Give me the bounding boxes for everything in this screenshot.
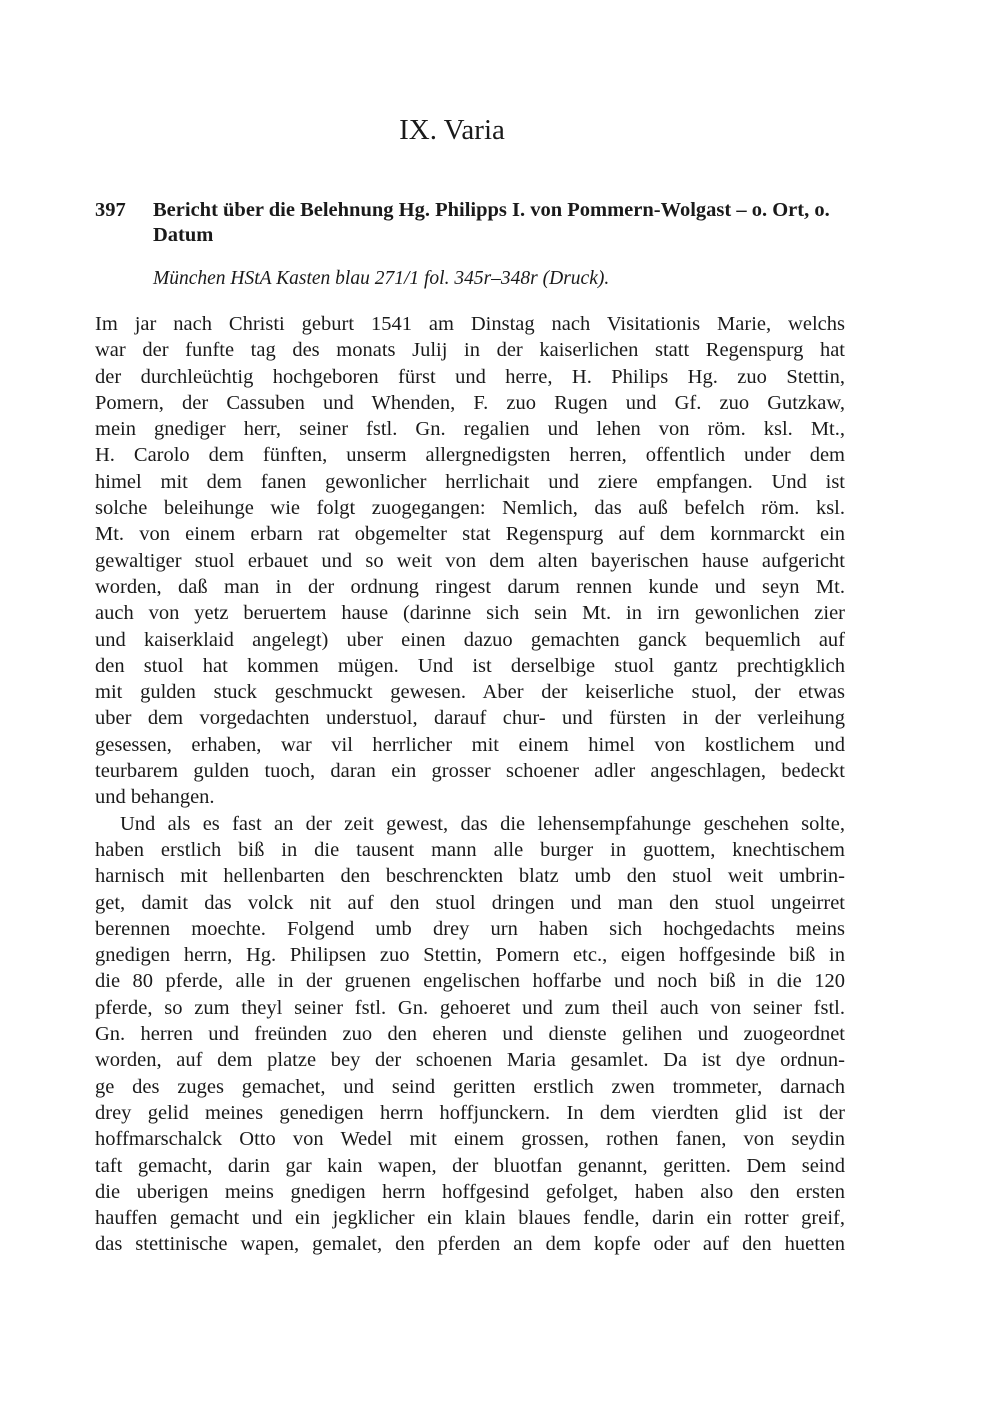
chapter-title: IX. Varia: [399, 114, 505, 146]
text-line: gesessen, erhaben, war vil herrlicher mit einem himel von kostlichem und: [95, 733, 845, 756]
text-line: get, damit das volck nit auf den stuol dringen und man den stuol ungeirret: [95, 891, 845, 914]
text-line: war der funfte tag des monats Julij in der kaiserlichen statt Regenspurg hat: [95, 339, 845, 362]
text-line: taft gemacht, darin gar kain wapen, der bluotfan genannt, geritten. Dem seind: [95, 1154, 845, 1177]
text-line: himel mit dem fanen gewonlicher herrlichait und ziere empfangen. Und ist: [95, 470, 845, 493]
text-line: das stettinische wapen, gemalet, den pferden an dem kopfe oder auf den huetten: [95, 1233, 845, 1256]
text-line: Mt. von einem erbarn rat obgemelter stat Regenspurg auf dem kornmarckt ein: [95, 523, 845, 546]
text-line: haben erstlich biß in die tausent mann alle burger in guottem, knechtischem: [95, 838, 845, 861]
text-line: solche beleihunge wie folgt zuogegangen: Nemlich, das auß befelch röm. ksl.: [95, 497, 845, 520]
text-line: uber dem vorgedachten understuol, darauf chur- und fürsten in der verleihung: [95, 707, 845, 730]
text-line: worden, auf dem platze bey der schoenen Maria gesamlet. Da ist dye ordnun-: [95, 1049, 845, 1072]
text-line: gewaltiger stuol erbauet und so weit von dem alten bayerischen hause aufgericht: [95, 549, 845, 572]
text-line: pferde, so zum theyl seiner fstl. Gn. gehoeret und zum theil auch von seiner fstl.: [95, 996, 845, 1019]
text-line: harnisch mit hellenbarten den beschrenckten blatz umb den stuol weit umbrin-: [95, 865, 845, 888]
text-line: gnedigen herrn, Hg. Philipsen zuo Stettin, Pomern etc., eigen hoffgesinde biß in: [95, 944, 845, 967]
text-line: teurbarem gulden tuoch, daran ein grosser schoener adler angeschlagen, bedeckt: [95, 760, 845, 783]
text-line: Und als es fast an der zeit gewest, das die lehensempfahunge geschehen solte,: [120, 812, 845, 835]
text-line: mein gnediger herr, seiner fstl. Gn. regalien und lehen von röm. ksl. Mt.,: [95, 418, 845, 441]
source-citation: München HStA Kasten blau 271/1 fol. 345r–348r (Druck).: [153, 268, 610, 289]
text-line: und behangen.: [95, 786, 215, 809]
text-line: hauffen gemacht und ein jegklicher ein klain blaues fendle, darin ein rotter greif,: [95, 1207, 845, 1230]
text-line: berennen moechte. Folgend umb drey urn haben sich hochgedachts meins: [95, 917, 845, 940]
document-heading: [95, 198, 847, 248]
text-line: hoffmarschalck Otto von Wedel mit einem grossen, rothen fanen, von seydin: [95, 1128, 845, 1151]
text-line: auch von yetz beruertem hause (darinne sich sein Mt. in irn gewonlichen zier: [95, 602, 845, 625]
text-line: die 80 pferde, alle in der gruenen engelischen hoffarbe und noch biß in die 120: [95, 970, 845, 993]
text-line: mit gulden stuck geschmuckt gewesen. Aber der keiserliche stuol, der etwas: [95, 681, 845, 704]
document-title: Bericht über die Belehnung Hg. Philipps I. von Pommern-Wolgast – o. Ort, o. Datum: [153, 199, 830, 246]
text-line: die uberigen meins gnedigen herrn hoffgesind gefolget, haben also den ersten: [95, 1180, 845, 1203]
text-line: worden, daß man in der ordnung ringest darum rennen kunde und seyn Mt.: [95, 575, 845, 598]
text-line: und kaiserklaid angelegt) uber einen dazuo gemachten ganck bequemlich auf: [95, 628, 845, 651]
text-line: drey gelid meines genedigen herrn hoffjunckern. In dem vierdten glid ist der: [95, 1101, 845, 1124]
text-line: Im jar nach Christi geburt 1541 am Dinstag nach Visitationis Marie, welchs: [95, 313, 845, 335]
text-line: Gn. herren und freünden zuo den eheren und dienste gelihen und zuogeordnet: [95, 1023, 845, 1046]
document-body: [95, 311, 845, 1258]
text-line: Pomern, der Cassuben und Whenden, F. zuo Rugen und Gf. zuo Gutzkaw,: [95, 391, 845, 414]
text-line: ge des zuges gemachet, und seind geritten erstlich zwen trommeter, darnach: [95, 1075, 845, 1098]
text-line: H. Carolo dem fünften, unserm allergnedigsten herren, offentlich under dem: [95, 444, 845, 467]
text-line: der durchleüchtig hochgeboren fürst und herre, H. Philips Hg. zuo Stettin,: [95, 365, 845, 388]
text-line: den stuol hat kommen mügen. Und ist derselbige stuol gantz prechtigklich: [95, 654, 845, 677]
document-number: 397: [95, 199, 126, 221]
